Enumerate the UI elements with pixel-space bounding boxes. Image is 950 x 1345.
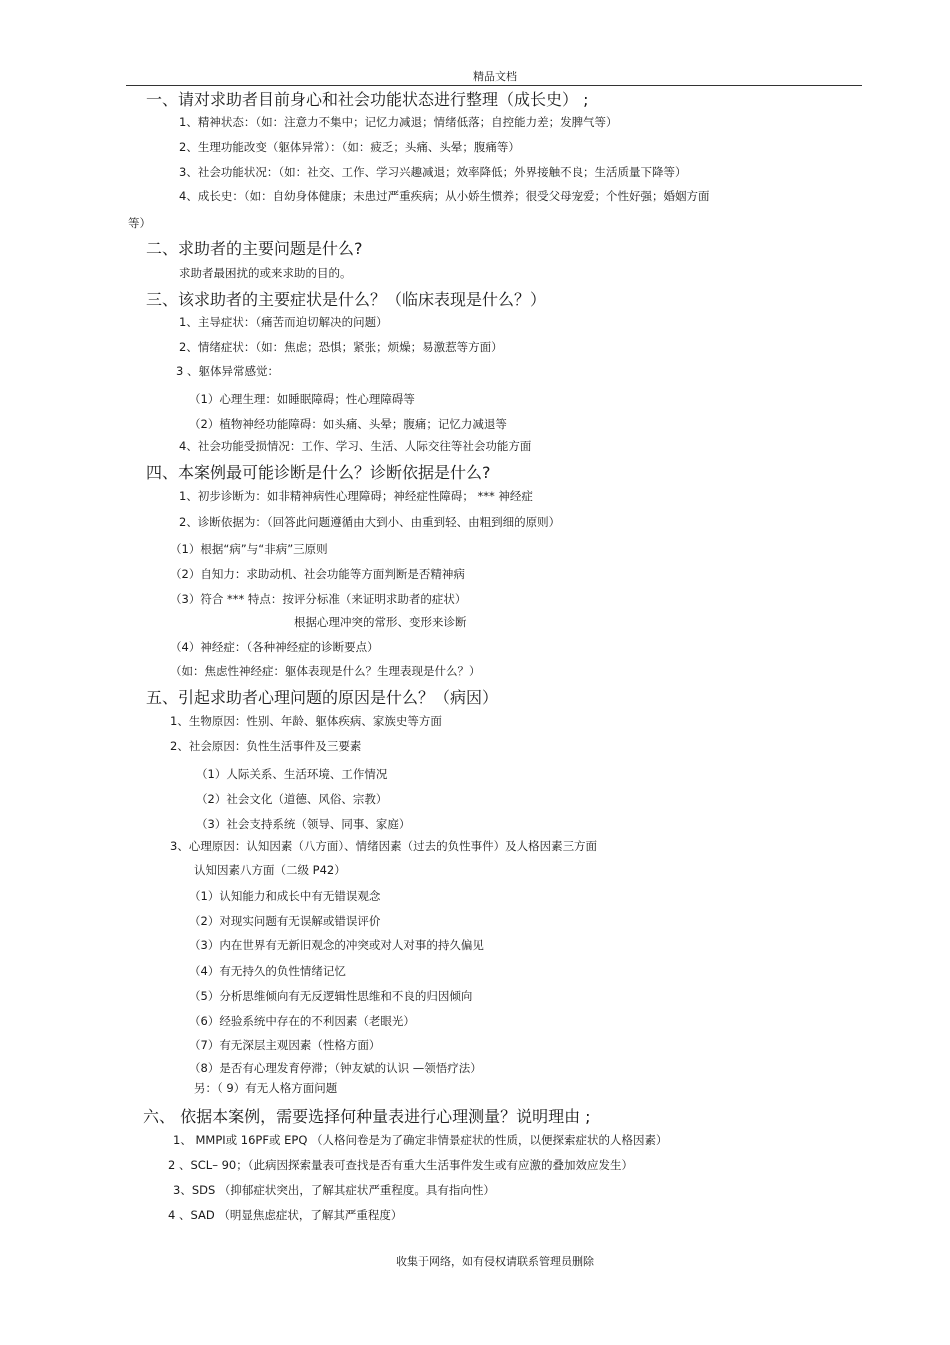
text-line: 根据心理冲突的常形、变形来诊断 <box>294 615 467 629</box>
text-line: 4、社会功能受损情况：工作、学习、生活、人际交往等社会功能方面 <box>179 439 532 453</box>
header-rule <box>126 85 862 86</box>
text-line: 另：（ 9）有无人格方面问题 <box>194 1081 338 1095</box>
section-heading: 三、该求助者的主要症状是什么？（临床表现是什么？） <box>146 290 547 309</box>
text-line: （1）人际关系、生活环境、工作情况 <box>196 767 388 781</box>
text-line: 求助者最困扰的或来求助的目的。 <box>179 266 352 280</box>
text-line: 4 、SAD （明显焦虑症状，了解其严重程度） <box>168 1208 403 1222</box>
section-heading: 六、 依据本案例，需要选择何种量表进行心理测量？说明理由 ; <box>143 1107 591 1126</box>
text-line: 3、社会功能状况：（如：社交、工作、学习兴趣减退；效率降低；外界接触不良；生活质量下降等） <box>179 165 687 179</box>
text-line: （1）根据“病”与“非病”三原则 <box>170 542 328 556</box>
text-line: （3）内在世界有无新旧观念的冲突或对人对事的持久偏见 <box>189 938 484 952</box>
text-line: （7）有无深层主观因素（性格方面） <box>189 1038 381 1052</box>
text-line: （2）自知力：求助动机、社会功能等方面判断是否精神病 <box>170 567 465 581</box>
text-line: （4）神经症：（各种神经症的诊断要点） <box>170 640 379 654</box>
section-heading: 二、求助者的主要问题是什么? <box>146 239 363 258</box>
text-line: 3 、躯体异常感觉： <box>176 364 279 378</box>
text-line: 1、 MMPI或 16PF或 EPQ （人格问卷是为了确定非情景症状的性质，以便探索症状的人格因素） <box>173 1133 668 1147</box>
text-line: （3）符合 *** 特点：按评分标准（来证明求助者的症状） <box>170 592 467 606</box>
text-line: （1）认知能力和成长中有无错误观念 <box>189 889 381 903</box>
text-line: （5）分析思维倾向有无反逻辑性思维和不良的归因倾向 <box>189 989 473 1003</box>
section-heading: 四、本案例最可能诊断是什么？诊断依据是什么? <box>146 463 491 482</box>
text-line: 2、社会原因：负性生活事件及三要素 <box>170 739 362 753</box>
text-line: 3、心理原因：认知因素（八方面）、情绪因素（过去的负性事件）及人格因素三方面 <box>170 839 598 853</box>
text-line: 2 、SCL– 90；（此病因探索量表可查找是否有重大生活事件发生或有应激的叠加效应发生） <box>168 1158 633 1172</box>
text-line: （3）社会支持系统（领导、同事、家庭） <box>196 817 411 831</box>
text-line: 2、生理功能改变（躯体异常）：（如：疲乏；头痛、头晕；腹痛等） <box>179 140 520 154</box>
text-line: 2、情绪症状：（如：焦虑；恐惧；紧张；烦燥；易激惹等方面） <box>179 340 503 354</box>
text-line: （6）经验系统中存在的不利因素（老眼光） <box>189 1014 415 1028</box>
text-line: （如：焦虑性神经症：躯体表现是什么？生理表现是什么？） <box>170 664 481 678</box>
text-line: （2）植物神经功能障碍：如头痛、头晕；腹痛；记忆力减退等 <box>189 417 507 431</box>
text-line: （8）是否有心理发育停滞；（钟友斌的认识 —领悟疗法） <box>189 1061 482 1075</box>
page-footer: 收集于网络，如有侵权请联系管理员删除 <box>396 1255 594 1268</box>
text-line: 1、精神状态：（如：注意力不集中；记忆力减退；情绪低落；自控能力差；发脾气等） <box>179 115 618 129</box>
text-line: 1、初步诊断为：如非精神病性心理障碍；神经症性障碍； *** 神经症 <box>179 489 533 503</box>
text-line: 等） <box>128 216 151 230</box>
text-line: 3、SDS （抑郁症状突出，了解其症状严重程度。具有指向性） <box>173 1183 495 1197</box>
text-line: 认知因素八方面（二级 P42） <box>194 863 346 877</box>
text-line: 1、生物原因：性别、年龄、躯体疾病、家族史等方面 <box>170 714 442 728</box>
text-line: 2、诊断依据为：（回答此问题遵循由大到小、由重到轻、由粗到细的原则） <box>179 515 561 529</box>
section-heading: 五、引起求助者心理问题的原因是什么？（病因） <box>146 688 499 707</box>
text-line: （2）社会文化（道德、风俗、宗教） <box>196 792 388 806</box>
text-line: 4、成长史：（如：自幼身体健康；未患过严重疾病；从小娇生惯养；很受父母宠爱；个性好强；婚姻方面 <box>179 189 710 203</box>
text-line: （1）心理生理：如睡眠障碍；性心理障碍等 <box>189 392 415 406</box>
page-header: 精品文档 <box>473 70 517 83</box>
section-heading: 一、请对求助者目前身心和社会功能状态进行整理（成长史） ; <box>146 90 589 109</box>
text-line: （4）有无持久的负性情绪记忆 <box>189 964 346 978</box>
text-line: 1、主导症状：（痛苦而迫切解决的问题） <box>179 315 388 329</box>
text-line: （2）对现实问题有无误解或错误评价 <box>189 914 381 928</box>
